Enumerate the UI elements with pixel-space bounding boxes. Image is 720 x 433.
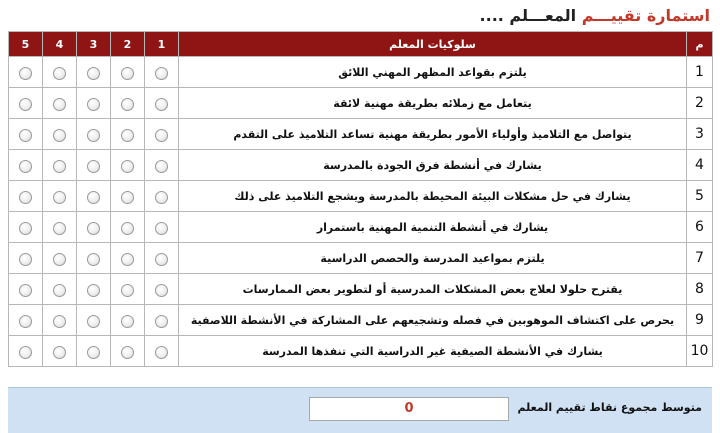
row-number: 10: [687, 336, 713, 367]
row-statement: يشارك في الأنشطة الصيفية غير الدراسية التي تنفذها المدرسة: [179, 336, 687, 367]
rating-cell-5: [9, 336, 43, 367]
header-option-5: 5: [9, 32, 43, 57]
rating-radio-4-icon[interactable]: [53, 315, 66, 328]
rating-radio-3-icon[interactable]: [87, 191, 100, 204]
rating-radio-2-icon[interactable]: [121, 222, 134, 235]
rating-cell-3: [77, 88, 111, 119]
rating-cell-3: [77, 336, 111, 367]
table-body: [9, 57, 713, 367]
rating-radio-5-icon[interactable]: [19, 160, 32, 173]
rating-cell-1: [145, 181, 179, 212]
rating-cell-3: [77, 212, 111, 243]
rating-cell-2: [111, 181, 145, 212]
row-statement: يحرص على اكتشاف الموهوبين في فصله وتشجيعهم على المشاركة في الأنشطة اللاصفية: [179, 305, 687, 336]
row-statement: يشارك في أنشطة التنمية المهنية باستمرار: [179, 212, 687, 243]
rating-cell-2: [111, 57, 145, 88]
row-statement: يشارك في حل مشكلات البيئة المحيطة بالمدرسة ويشجع التلاميذ على ذلك: [179, 181, 687, 212]
table-row: [9, 57, 713, 88]
average-score-field: 0: [309, 397, 509, 421]
rating-cell-3: [77, 243, 111, 274]
rating-cell-4: [43, 181, 77, 212]
rating-radio-2-icon[interactable]: [121, 160, 134, 173]
header-option-3: 3: [77, 32, 111, 57]
row-number: 5: [687, 181, 713, 212]
rating-cell-2: [111, 119, 145, 150]
table-row: [9, 336, 713, 367]
rating-cell-5: [9, 305, 43, 336]
rating-radio-4-icon[interactable]: [53, 284, 66, 297]
rating-radio-5-icon[interactable]: [19, 253, 32, 266]
rating-radio-5-icon[interactable]: [19, 346, 32, 359]
row-number: 4: [687, 150, 713, 181]
rating-cell-3: [77, 274, 111, 305]
rating-cell-2: [111, 243, 145, 274]
table-row: [9, 274, 713, 305]
rating-radio-5-icon[interactable]: [19, 222, 32, 235]
title-part-red: استمارة تقييـــم: [581, 6, 710, 25]
rating-cell-1: [145, 305, 179, 336]
rating-radio-5-icon[interactable]: [19, 98, 32, 111]
evaluation-table: [8, 31, 713, 367]
rating-cell-1: [145, 274, 179, 305]
table-row: [9, 181, 713, 212]
rating-cell-2: [111, 305, 145, 336]
rating-cell-2: [111, 88, 145, 119]
rating-cell-3: [77, 119, 111, 150]
rating-cell-4: [43, 212, 77, 243]
rating-cell-5: [9, 243, 43, 274]
title-part-dark: المعـــلم ....: [479, 6, 577, 25]
header-option-4: 4: [43, 32, 77, 57]
rating-radio-2-icon[interactable]: [121, 284, 134, 297]
row-number: 6: [687, 212, 713, 243]
rating-radio-1-icon[interactable]: [155, 160, 168, 173]
rating-radio-2-icon[interactable]: [121, 98, 134, 111]
rating-radio-3-icon[interactable]: [87, 129, 100, 142]
rating-cell-5: [9, 150, 43, 181]
rating-cell-2: [111, 274, 145, 305]
rating-radio-3-icon[interactable]: [87, 98, 100, 111]
header-statement: سلوكيات المعلم: [179, 32, 687, 57]
row-number: 2: [687, 88, 713, 119]
table-header-row: [9, 32, 713, 57]
rating-radio-3-icon[interactable]: [87, 222, 100, 235]
rating-cell-1: [145, 336, 179, 367]
rating-radio-4-icon[interactable]: [53, 253, 66, 266]
rating-cell-4: [43, 336, 77, 367]
rating-cell-5: [9, 57, 43, 88]
rating-cell-1: [145, 57, 179, 88]
table-row: [9, 119, 713, 150]
rating-radio-3-icon[interactable]: [87, 160, 100, 173]
rating-radio-5-icon[interactable]: [19, 284, 32, 297]
rating-radio-1-icon[interactable]: [155, 346, 168, 359]
rating-radio-1-icon[interactable]: [155, 67, 168, 80]
rating-radio-3-icon[interactable]: [87, 253, 100, 266]
rating-radio-5-icon[interactable]: [19, 67, 32, 80]
table-row: [9, 243, 713, 274]
rating-radio-2-icon[interactable]: [121, 346, 134, 359]
row-number: 7: [687, 243, 713, 274]
row-number: 3: [687, 119, 713, 150]
rating-cell-5: [9, 181, 43, 212]
rating-cell-5: [9, 88, 43, 119]
rating-cell-4: [43, 57, 77, 88]
row-statement: يشارك في أنشطة فرق الجودة بالمدرسة: [179, 150, 687, 181]
page-title: [480, 4, 710, 28]
rating-cell-3: [77, 305, 111, 336]
rating-cell-4: [43, 305, 77, 336]
rating-radio-4-icon[interactable]: [53, 222, 66, 235]
rating-cell-5: [9, 274, 43, 305]
rating-radio-1-icon[interactable]: [155, 315, 168, 328]
header-index: م: [687, 32, 713, 57]
rating-cell-4: [43, 88, 77, 119]
table-row: [9, 305, 713, 336]
rating-radio-3-icon[interactable]: [87, 67, 100, 80]
row-statement: يقترح حلولا لعلاج بعض المشكلات المدرسية أو لتطوير بعض الممارسات: [179, 274, 687, 305]
rating-radio-1-icon[interactable]: [155, 222, 168, 235]
rating-cell-1: [145, 243, 179, 274]
rating-radio-4-icon[interactable]: [53, 160, 66, 173]
rating-cell-2: [111, 212, 145, 243]
rating-radio-4-icon[interactable]: [53, 346, 66, 359]
rating-radio-1-icon[interactable]: [155, 284, 168, 297]
rating-cell-5: [9, 212, 43, 243]
row-number: 9: [687, 305, 713, 336]
rating-cell-3: [77, 57, 111, 88]
rating-cell-1: [145, 119, 179, 150]
rating-radio-4-icon[interactable]: [53, 98, 66, 111]
rating-cell-2: [111, 336, 145, 367]
rating-cell-4: [43, 119, 77, 150]
row-number: 8: [687, 274, 713, 305]
rating-radio-3-icon[interactable]: [87, 284, 100, 297]
rating-radio-1-icon[interactable]: [155, 253, 168, 266]
rating-radio-4-icon[interactable]: [53, 191, 66, 204]
row-statement: يلتزم بمواعيد المدرسة والحصص الدراسية: [179, 243, 687, 274]
rating-radio-4-icon[interactable]: [53, 67, 66, 80]
rating-radio-3-icon[interactable]: [87, 346, 100, 359]
rating-radio-5-icon[interactable]: [19, 191, 32, 204]
table-row: [9, 212, 713, 243]
rating-cell-1: [145, 88, 179, 119]
rating-radio-2-icon[interactable]: [121, 253, 134, 266]
table-row: [9, 150, 713, 181]
rating-cell-5: [9, 119, 43, 150]
header-option-1: 1: [145, 32, 179, 57]
row-statement: يتعامل مع زملائه بطريقة مهنية لائقة: [179, 88, 687, 119]
rating-radio-2-icon[interactable]: [121, 315, 134, 328]
rating-radio-5-icon[interactable]: [19, 129, 32, 142]
rating-radio-1-icon[interactable]: [155, 98, 168, 111]
table-row: [9, 88, 713, 119]
header-option-2: 2: [111, 32, 145, 57]
rating-radio-5-icon[interactable]: [19, 315, 32, 328]
rating-cell-2: [111, 150, 145, 181]
rating-radio-1-icon[interactable]: [155, 191, 168, 204]
rating-cell-3: [77, 150, 111, 181]
rating-cell-3: [77, 181, 111, 212]
row-number: 1: [687, 57, 713, 88]
rating-cell-4: [43, 274, 77, 305]
rating-cell-1: [145, 150, 179, 181]
rating-radio-2-icon[interactable]: [121, 191, 134, 204]
rating-radio-3-icon[interactable]: [87, 315, 100, 328]
rating-radio-1-icon[interactable]: [155, 129, 168, 142]
rating-radio-4-icon[interactable]: [53, 129, 66, 142]
row-statement: يتواصل مع التلاميذ وأولياء الأمور بطريقة مهنية تساعد التلاميذ على التقدم: [179, 119, 687, 150]
average-score-bar: [8, 387, 712, 433]
rating-radio-2-icon[interactable]: [121, 129, 134, 142]
rating-cell-1: [145, 212, 179, 243]
rating-cell-4: [43, 243, 77, 274]
rating-radio-2-icon[interactable]: [121, 67, 134, 80]
rating-cell-4: [43, 150, 77, 181]
average-score-label: متوسط مجموع نقاط تقييم المعلم: [517, 401, 702, 414]
row-statement: يلتزم بقواعد المظهر المهني اللائق: [179, 57, 687, 88]
